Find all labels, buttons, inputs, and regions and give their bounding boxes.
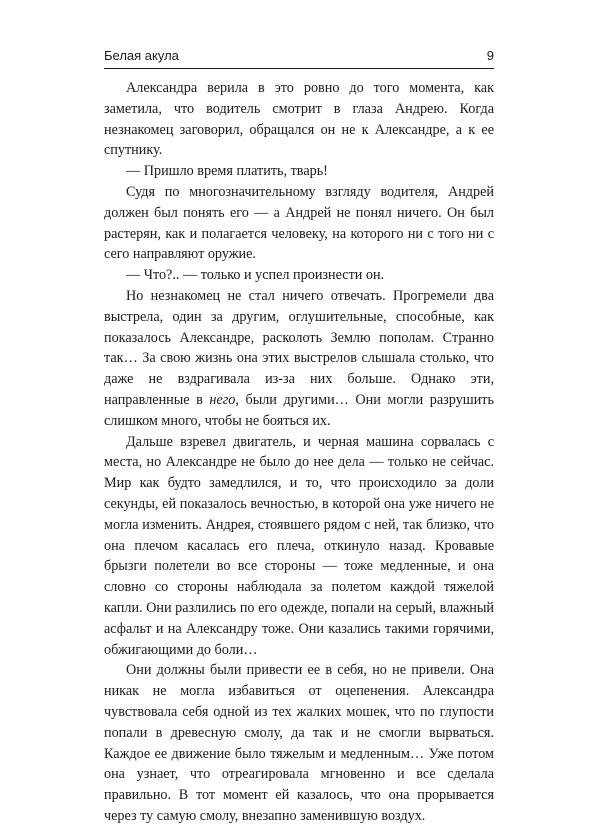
emphasized-word: него	[209, 391, 236, 408]
paragraph-text: , были другими… Они могли разрушить слишком много, чтобы не бояться их.	[104, 391, 494, 429]
header-rule	[104, 68, 494, 69]
paragraph: Они должны были привести ее в себя, но не привели. Она никак не могла избавиться от оцепенения. Александра чувствовала себя одной из тех жалких мошек, что по глупости попали в древесную смолу, да так и не смогли вырваться. Каждое ее движение было тяжелым и медленным… Уже потом она узнает, что отреагировала мгновенно и все сделала правильно. В тот момент ей казалось, что она прорывается через ту самую смолу, внезапно заменившую воздух.	[104, 662, 494, 824]
page-number: 9	[486, 48, 494, 63]
body-text	[104, 78, 494, 827]
paragraph: Дальше взревел двигатель, и черная машина сорвалась с места, но Александре не было до нее дела — только не сейчас. Мир как будто замедлился, и то, что происходило за доли секунды, ей показалось вечностью, в которой она уже ничего не могла изменить. Андрея, стоявшего рядом с ней, так близко, что она плечом касалась его плеча, откинуло назад. Кровавые брызги полетели во все стороны — тоже медленные, и она словно со стороны наблюдала за полетом каждой тяжелой капли. Они разлились по его одежде, попали на серый, влажный асфальт и на Александру тоже. Они казались такими горячими, обжигающими до боли…	[104, 433, 494, 658]
paragraph	[104, 286, 494, 432]
running-head	[104, 46, 494, 66]
paragraph-text: Но незнакомец не стал ничего отвечать. Прогремели два выстрела, один за другим, оглушительные, способные, как показалось Александре, расколоть Землю пополам. Странно так… За свою жизнь она этих выстрелов слышала столько, что даже не вздрагивала из-за них больше. Однако эти, направленные в	[104, 287, 494, 408]
paragraph: Судя по многозначительному взгляду водителя, Андрей должен был понять его — а Андрей не понял ничего. Он был растерян, как и полагается человеку, на которого ни с того ни с сего направляют оружие.	[104, 183, 494, 263]
dialogue-line: — Пришло время платить, тварь!	[126, 163, 328, 180]
paragraph: Александра верила в это ровно до того момента, как заметила, что водитель смотрит в глаза Андрею. Когда незнакомец заговорил, обращался он не к Александре, а к ее спутнику.	[104, 80, 494, 159]
running-title: Белая акула	[104, 48, 179, 63]
dialogue-line: — Что?.. — только и успел произнести он.	[126, 267, 385, 284]
